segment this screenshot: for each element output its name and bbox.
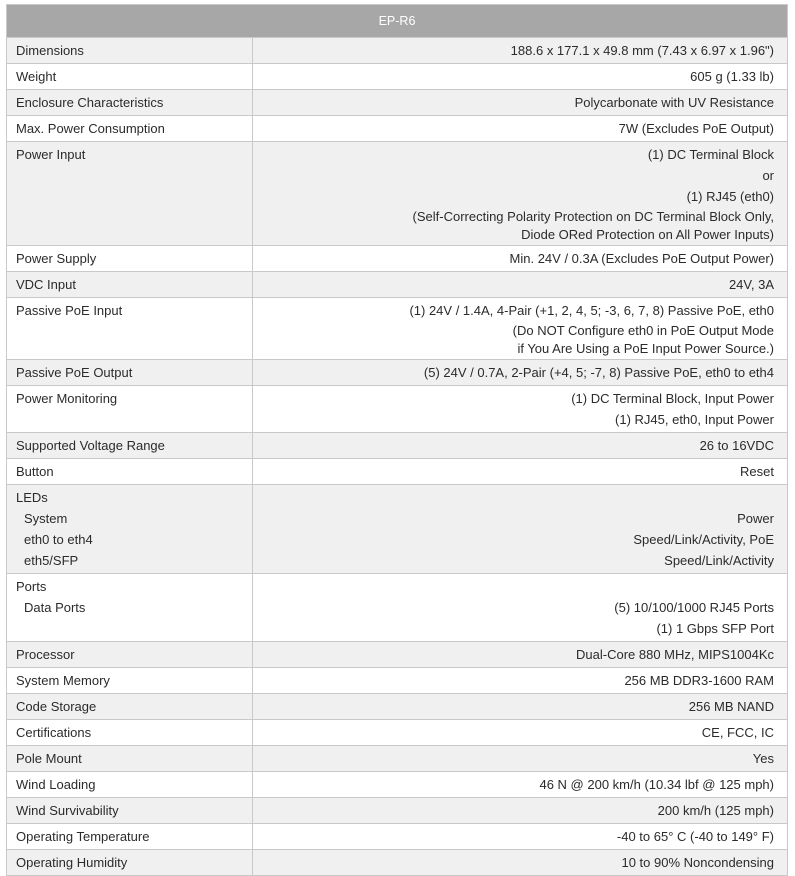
spec-value <box>253 574 788 642</box>
value-line: (Do NOT Configure eth0 in PoE Output Mode <box>512 323 774 338</box>
spec-row-power-input <box>7 142 788 246</box>
spec-row-poe-input <box>7 298 788 360</box>
spec-sub-label: Data Ports <box>24 600 86 615</box>
spec-label: Certifications <box>7 720 253 746</box>
spec-label: Ports <box>16 579 47 594</box>
spec-value: CE, FCC, IC <box>253 720 788 746</box>
spec-value: 256 MB NAND <box>253 694 788 720</box>
spec-label: Operating Humidity <box>7 850 253 876</box>
spec-value: (5) 24V / 0.7A, 2-Pair (+4, 5; -7, 8) Passive PoE, eth0 to eth4 <box>253 360 788 386</box>
spec-row-leds <box>7 485 788 574</box>
spec-label: Processor <box>7 642 253 668</box>
spec-label: Max. Power Consumption <box>7 116 253 142</box>
value-line: Speed/Link/Activity <box>664 553 774 568</box>
spec-value: -40 to 65° C (-40 to 149° F) <box>253 824 788 850</box>
value-line: (1) 1 Gbps SFP Port <box>656 621 774 636</box>
value-line: (1) 24V / 1.4A, 4-Pair (+1, 2, 4, 5; -3, 6, 7, 8) Passive PoE, eth0 <box>409 303 774 318</box>
value-line: (5) 10/100/1000 RJ45 Ports <box>614 600 774 615</box>
spec-row-operating-temperature <box>7 824 788 850</box>
value-line: (Self-Correcting Polarity Protection on DC Terminal Block Only, <box>412 209 774 224</box>
spec-row-wind-loading <box>7 772 788 798</box>
spec-row-button <box>7 459 788 485</box>
spec-label: Power Monitoring <box>7 386 253 433</box>
spec-sub-label: eth0 to eth4 <box>24 532 93 547</box>
spec-label: LEDs <box>16 490 48 505</box>
spec-value: Yes <box>253 746 788 772</box>
spec-label: Passive PoE Input <box>7 298 253 360</box>
spec-value <box>253 298 788 360</box>
spec-row-enclosure <box>7 90 788 116</box>
value-line: (1) RJ45, eth0, Input Power <box>615 412 774 427</box>
spec-sub-label: System <box>24 511 68 526</box>
value-line: (1) DC Terminal Block, Input Power <box>571 391 774 406</box>
spec-value: 200 km/h (125 mph) <box>253 798 788 824</box>
spec-sub-label: eth5/SFP <box>24 553 79 568</box>
value-line: if You Are Using a PoE Input Power Source.) <box>517 341 774 356</box>
spec-label: System Memory <box>7 668 253 694</box>
spec-label: Weight <box>7 64 253 90</box>
value-line: Diode ORed Protection on All Power Inputs) <box>521 227 774 242</box>
spec-row-poe-output <box>7 360 788 386</box>
spec-label: Wind Survivability <box>7 798 253 824</box>
spec-row-code-storage <box>7 694 788 720</box>
spec-label: Dimensions <box>7 38 253 64</box>
spec-value <box>253 485 788 574</box>
spec-value: 188.6 x 177.1 x 49.8 mm (7.43 x 6.97 x 1.96") <box>253 38 788 64</box>
spec-value: Min. 24V / 0.3A (Excludes PoE Output Power) <box>253 246 788 272</box>
spec-row-dimensions <box>7 38 788 64</box>
spec-label: Power Input <box>7 142 253 246</box>
spec-row-max-power <box>7 116 788 142</box>
spec-row-ports <box>7 574 788 642</box>
spec-row-power-supply <box>7 246 788 272</box>
spec-row-vdc-input <box>7 272 788 298</box>
spec-row-operating-humidity <box>7 850 788 876</box>
spec-row-wind-survivability <box>7 798 788 824</box>
value-line: (1) DC Terminal Block <box>647 147 774 162</box>
spec-label: Operating Temperature <box>7 824 253 850</box>
spec-label-group <box>7 485 253 574</box>
spec-value: 10 to 90% Noncondensing <box>253 850 788 876</box>
spec-label: Power Supply <box>7 246 253 272</box>
spec-row-certifications <box>7 720 788 746</box>
spec-row-pole-mount <box>7 746 788 772</box>
spec-label: Pole Mount <box>7 746 253 772</box>
spec-value: 46 N @ 200 km/h (10.34 lbf @ 125 mph) <box>253 772 788 798</box>
spec-value: Polycarbonate with UV Resistance <box>253 90 788 116</box>
spec-label-group <box>7 574 253 642</box>
value-line: Power <box>737 511 774 526</box>
spec-value: 26 to 16VDC <box>253 433 788 459</box>
spec-value: 7W (Excludes PoE Output) <box>253 116 788 142</box>
spec-label: Enclosure Characteristics <box>7 90 253 116</box>
spec-label: Supported Voltage Range <box>7 433 253 459</box>
spec-row-voltage-range <box>7 433 788 459</box>
spec-value: 605 g (1.33 lb) <box>253 64 788 90</box>
spec-table <box>6 4 788 876</box>
spec-value: 24V, 3A <box>253 272 788 298</box>
spec-label: Passive PoE Output <box>7 360 253 386</box>
value-line: or <box>762 168 774 183</box>
spec-row-weight <box>7 64 788 90</box>
spec-label: VDC Input <box>7 272 253 298</box>
spec-value <box>253 386 788 433</box>
spec-row-power-monitoring <box>7 386 788 433</box>
spec-label: Code Storage <box>7 694 253 720</box>
spec-value: Reset <box>253 459 788 485</box>
table-header-row <box>7 5 788 38</box>
spec-label: Wind Loading <box>7 772 253 798</box>
value-line: (1) RJ45 (eth0) <box>686 189 774 204</box>
spec-label: Button <box>7 459 253 485</box>
spec-value: Dual-Core 880 MHz, MIPS1004Kc <box>253 642 788 668</box>
value-line: Speed/Link/Activity, PoE <box>633 532 774 547</box>
spec-row-processor <box>7 642 788 668</box>
spec-value <box>253 142 788 246</box>
spec-row-system-memory <box>7 668 788 694</box>
model-header: EP-R6 <box>7 5 788 38</box>
spec-value: 256 MB DDR3-1600 RAM <box>253 668 788 694</box>
